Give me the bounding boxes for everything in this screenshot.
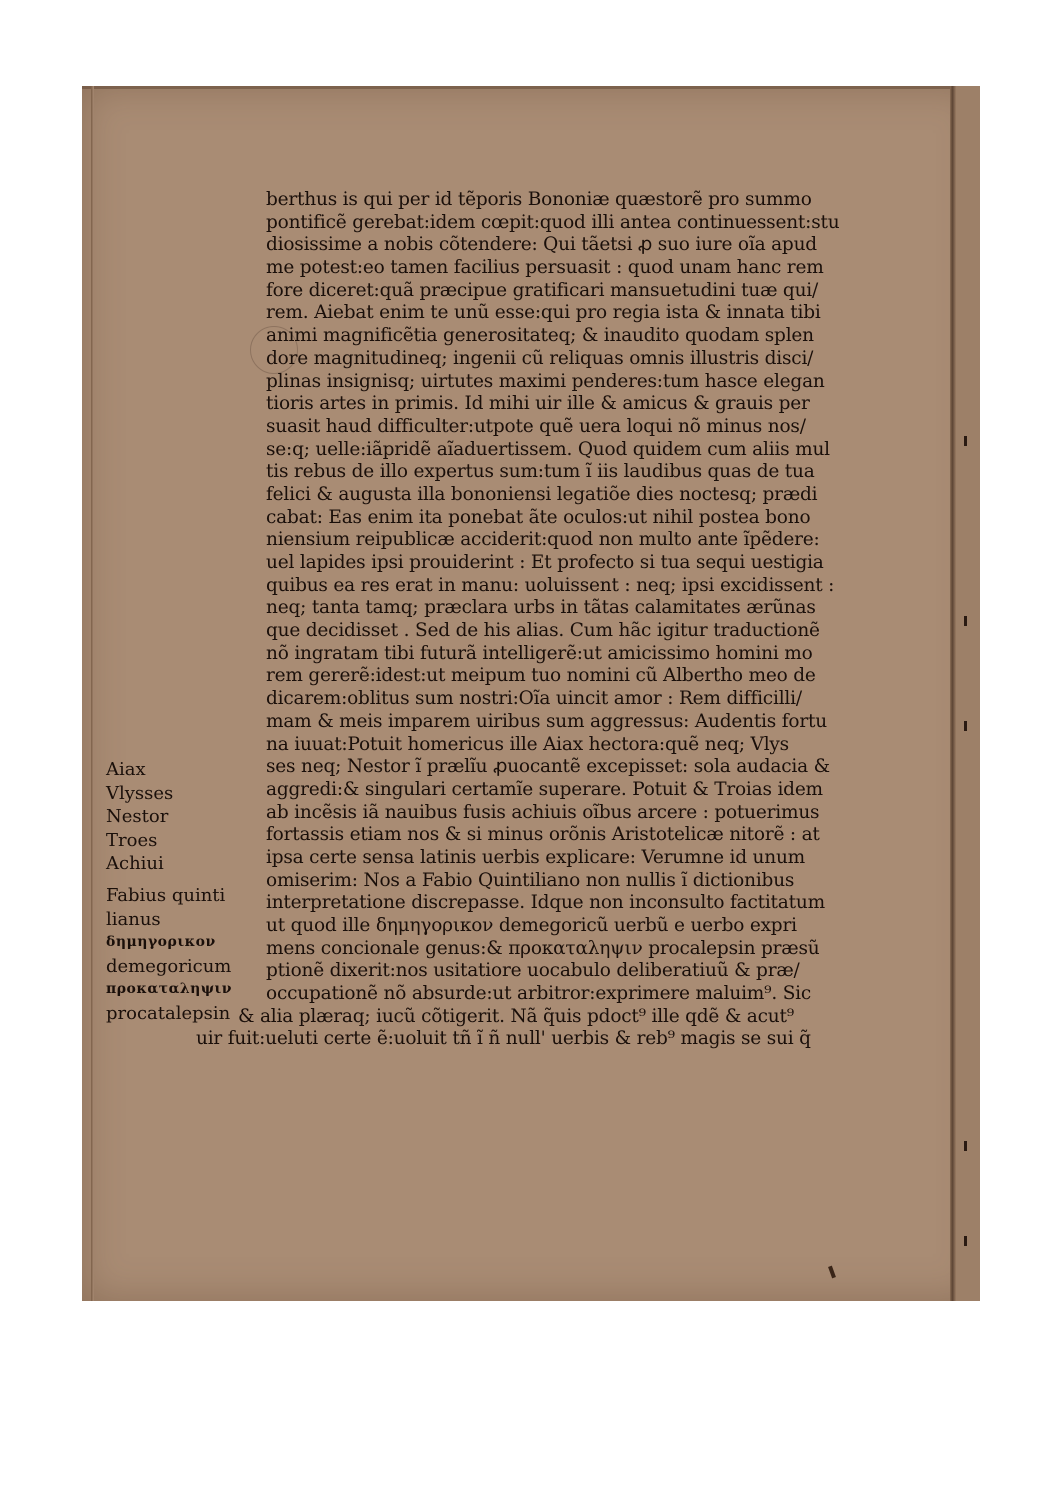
facing-page-strip	[956, 86, 980, 1301]
margin-tick	[964, 721, 967, 731]
marginal-note: demegoricum	[106, 955, 232, 977]
left-page-edge	[91, 86, 94, 1301]
marginal-notes	[106, 758, 256, 1026]
text-line: mens concionale genus:& προκαταληψιν procalepsin præsũ	[266, 937, 820, 959]
text-line: berthus is qui per id tẽporis Bononiæ quæstorẽ pro summo	[266, 189, 812, 210]
text-line: cabat: Eas enim ita ponebat ãte oculos:ut nihil postea bono	[266, 506, 811, 528]
text-line: suasit haud difficulter:utpote quẽ uera loqui nõ minus nos/	[266, 415, 806, 437]
text-line: felici & augusta illa bononiensi legatiõe dies noctesq; prædi	[266, 483, 818, 505]
text-line: tioris artes in primis. Id mihi uir ille & amicus & grauis per	[266, 393, 810, 415]
margin-tick	[964, 1141, 967, 1151]
marginal-note: procatalepsin	[106, 1002, 231, 1024]
text-line: omiserim: Nos a Fabio Quintiliano non nullis ĩ dictionibus	[266, 869, 795, 891]
text-line: me potest:eo tamen facilius persuasit : quod unam hanc rem	[266, 257, 824, 279]
header-rule	[82, 86, 950, 89]
marginal-note: Nestor	[106, 806, 169, 828]
text-line: na iuuat:Potuit homericus ille Aiax hectora:quẽ neq; Vlys	[266, 733, 789, 755]
text-line: rem. Aiebat enim te unũ esse:qui pro regia ista & innata tibi	[266, 302, 821, 324]
text-line: fore diceret:quã præcipue gratificari mansuetudini tuæ qui/	[266, 279, 819, 301]
page-scan	[82, 86, 980, 1301]
text-line: fortassis etiam nos & si minus orõnis Aristotelicæ nitorẽ : at	[266, 824, 820, 846]
text-line: se:q; uelle:iãpridẽ aĩaduertissem. Quod quidem cum aliis mul	[266, 438, 830, 460]
text-line: aggredi:& singulari certamĩe superare. Potuit & Troias idem	[266, 778, 823, 800]
text-line: uir fuit:ueluti certe ẽ:uoluit tñ ĩ ñ null' uerbis & reb⁹ magis se sui q̃	[196, 1028, 811, 1050]
marginal-note: Vlysses	[106, 782, 174, 804]
text-line: rem gererẽ:idest:ut meipum tuo nomini cũ Albertho meo de	[266, 665, 816, 687]
text-line: neq; tanta tamq; præclara urbs in tãtas calamitates ærũnas	[266, 597, 816, 619]
text-line: diosissime a nobis cõtendere: Qui tãetsi ꝓ suo iure oĩa apud	[266, 234, 817, 256]
margin-tick	[964, 616, 967, 626]
text-line: que decidisset . Sed de his alias. Cum hãc igitur traductionẽ	[266, 620, 820, 642]
marginal-note-greek: δημηγορικον	[106, 934, 216, 951]
text-line: ses neq; Nestor ĩ prælĩu ꝓuocantẽ excepisset: sola audacia &	[266, 756, 830, 778]
marginal-note: lianus	[106, 908, 161, 930]
text-line: uel lapides ipsi prouiderint : Et profecto si tua sequi uestigia	[266, 552, 824, 573]
margin-tick	[964, 1236, 967, 1246]
text-line: interpretatione discrepasse. Idque non inconsulto factitatum	[266, 892, 825, 914]
ink-mark	[828, 1266, 836, 1279]
text-line: animi magnificẽtia generositateq; & inaudito quodam splen	[266, 325, 814, 347]
text-line: dicarem:oblitus sum nostri:Oĩa uincit amor : Rem difficilli/	[266, 688, 802, 710]
text-line: mam & meis imparem uiribus sum aggressus: Audentis fortu	[266, 710, 827, 732]
text-line: quibus ea res erat in manu: uoluissent : neq; ipsi excidissent :	[266, 574, 835, 596]
marginal-note: Troes	[106, 829, 158, 851]
text-line: tis rebus de illo expertus sum:tum ĩ iis laudibus quas de tua	[266, 461, 815, 483]
text-line: plinas insignisq; uirtutes maximi penderes:tum hasce elegan	[266, 370, 825, 392]
marginal-note: Fabius quinti	[106, 884, 226, 906]
marginal-note: Achiui	[106, 853, 164, 875]
text-line: niensium reipublicæ acciderit:quod non multo ante ĩpẽdere:	[266, 529, 820, 551]
body-text-block	[196, 189, 886, 1051]
text-line: dore magnitudineq; ingenii cũ reliquas omnis illustris disci/	[266, 347, 814, 369]
text-line: nõ ingratam tibi futurã intelligerẽ:ut amicissimo homini mo	[266, 642, 813, 664]
text-line: ptionẽ dixerit:nos usitatiore uocabulo deliberatiuũ & præ/	[266, 960, 800, 982]
margin-tick	[964, 436, 967, 446]
text-line: & alia plæraq; iucũ cõtigerit. Nã q̃uis pdoct⁹ ille qdẽ & acut⁹	[238, 1005, 794, 1027]
text-line: ipsa certe sensa latinis uerbis explicare: Verumne id unum	[266, 846, 806, 868]
text-line: pontificẽ gerebat:idem cœpit:quod illi antea continuessent:stu	[266, 211, 840, 233]
text-line: ab incẽsis iã nauibus fusis achiuis oĩbus arcere : potuerimus	[266, 801, 820, 823]
marginal-note: Aiax	[106, 759, 146, 780]
text-line: occupationẽ nõ absurde:ut arbitror:exprimere maluim⁹. Sic	[266, 983, 812, 1005]
marginal-note-greek: προκαταληψιν	[106, 981, 233, 998]
text-line: ut quod ille δημηγορικον demegoricũ uerbũ e uerbo expri	[266, 915, 797, 936]
